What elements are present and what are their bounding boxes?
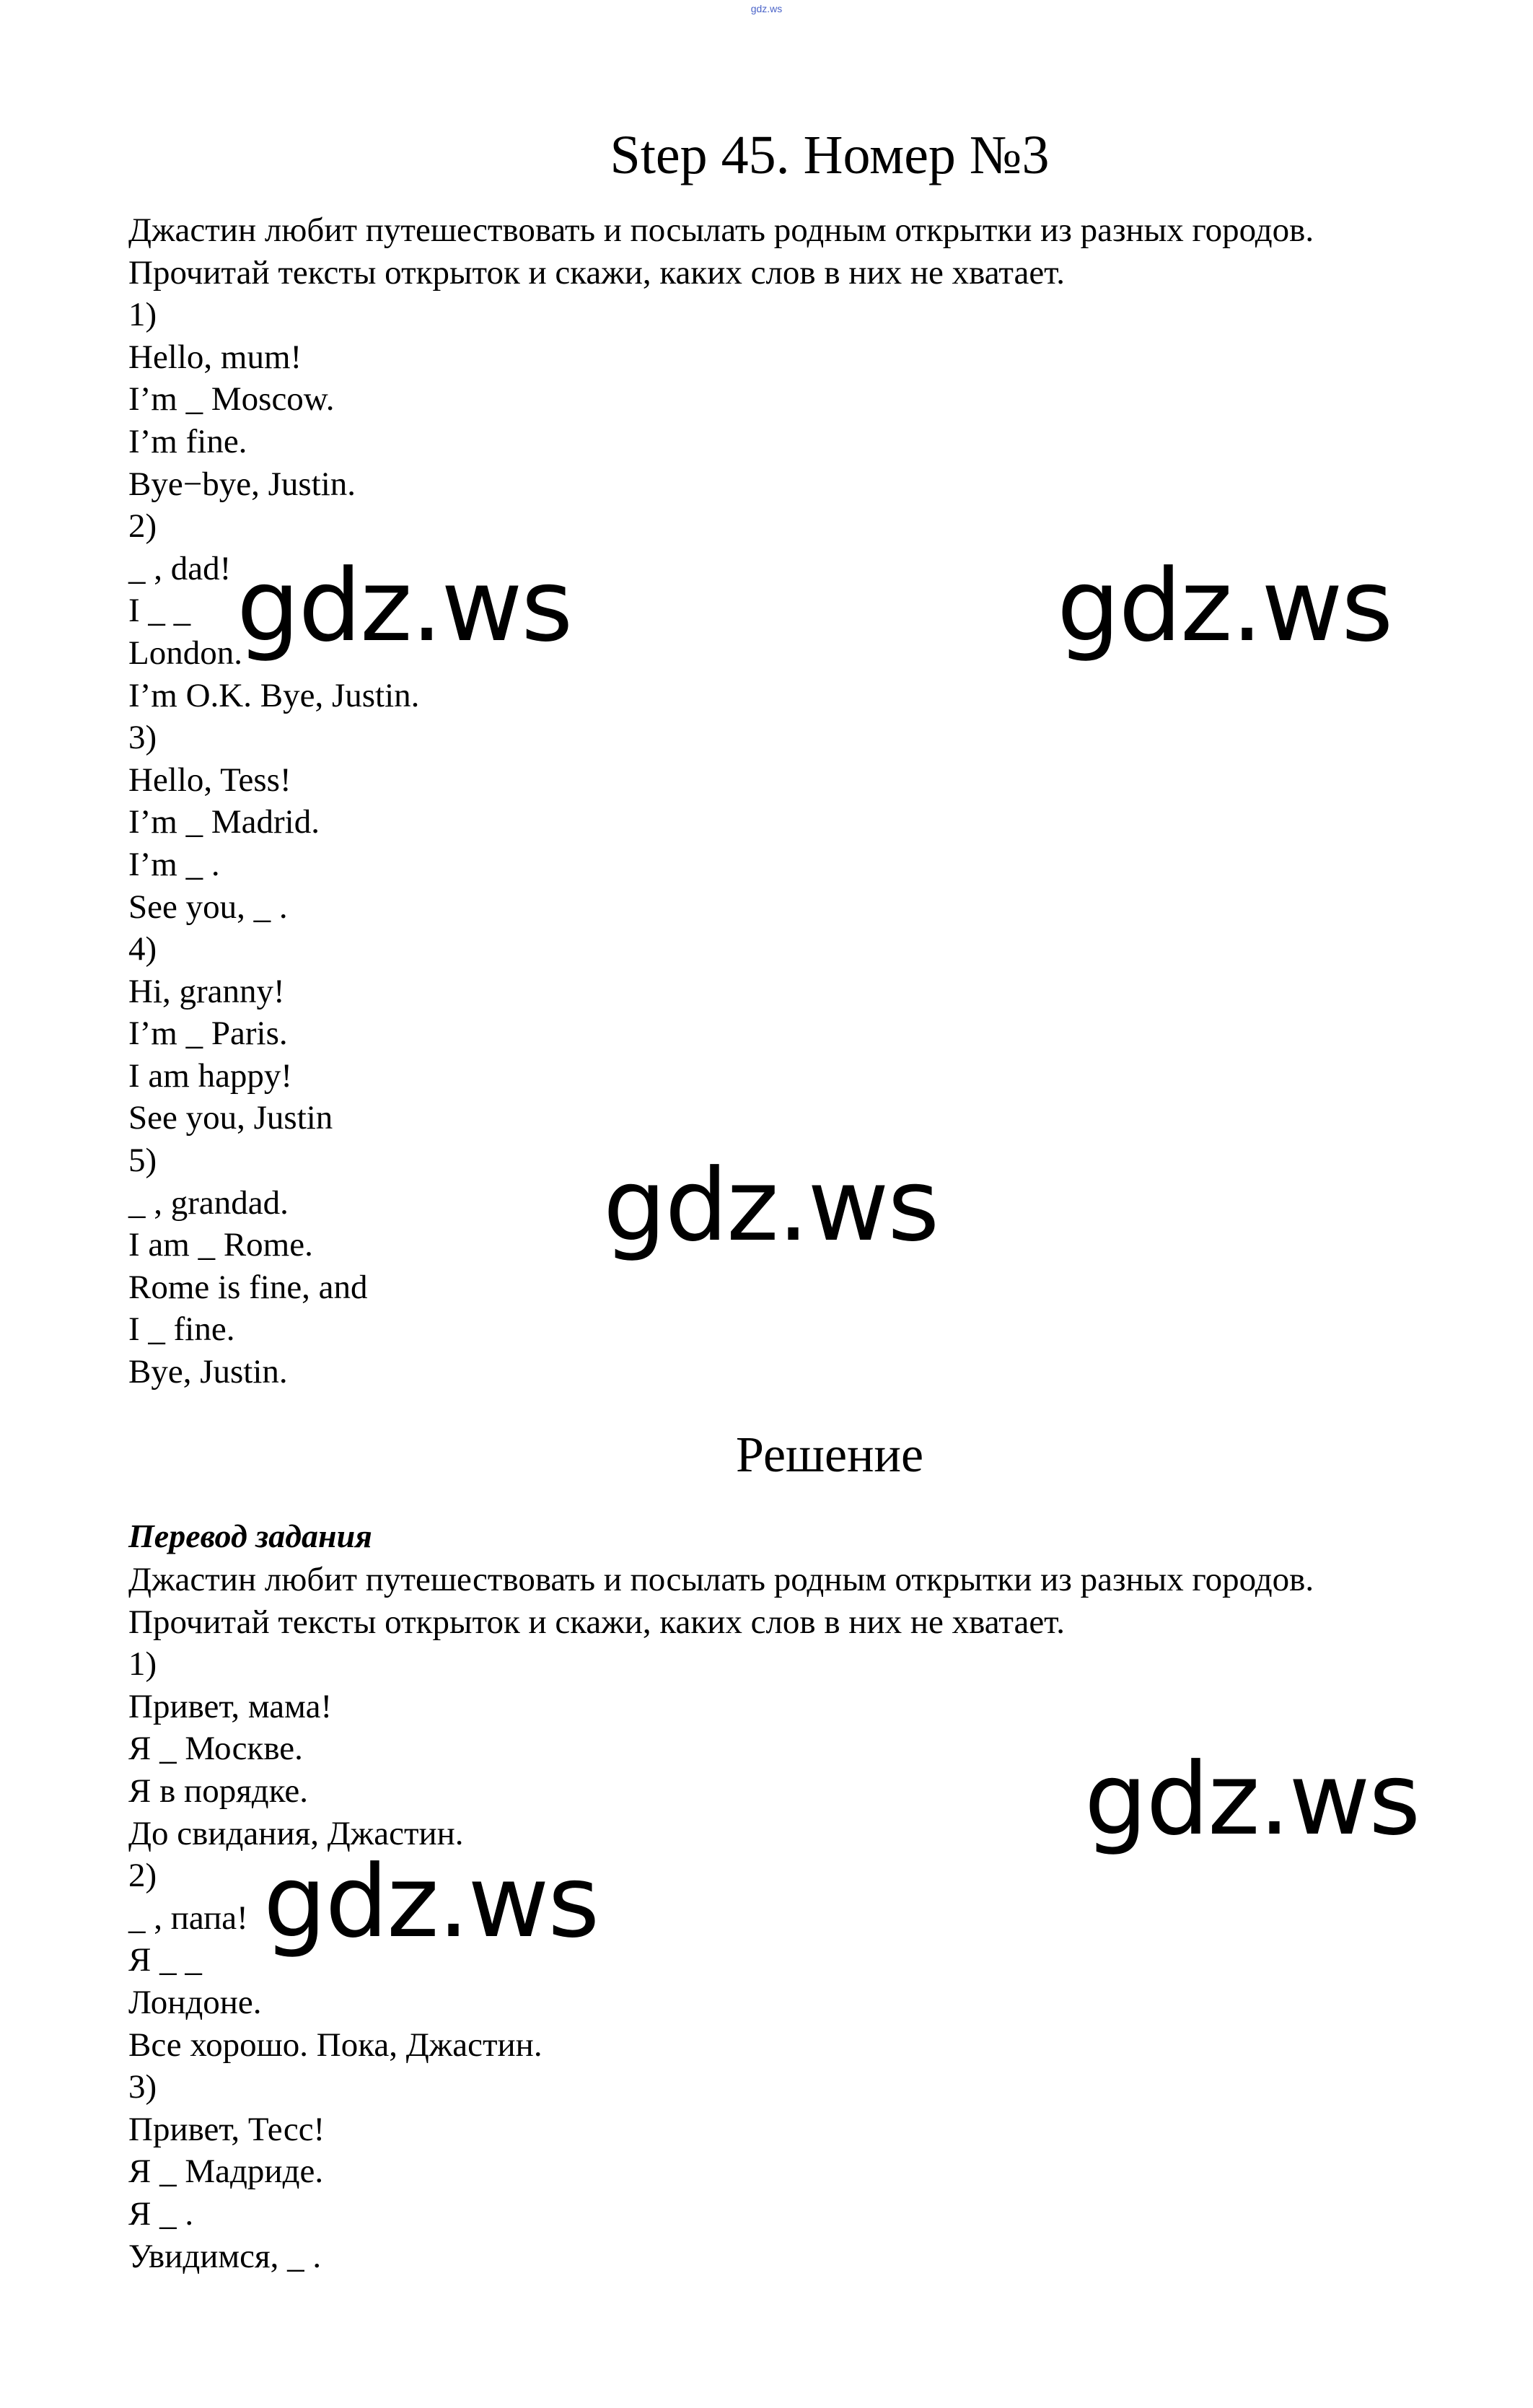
postcard-number: 3): [128, 719, 157, 757]
postcard-number: 5): [128, 1142, 157, 1180]
translation-heading: Перевод задания: [128, 1518, 372, 1554]
solution-heading: Решение: [735, 1427, 924, 1483]
watermark: gdz.ws: [1084, 1741, 1420, 1857]
header-watermark: gdz.ws: [750, 3, 783, 14]
task-intro-line: Джастин любит путешествовать и посылать родным открытки из разных городов.: [128, 211, 1314, 249]
postcard-line: I’m fine.: [128, 422, 247, 460]
postcard-line: Увидимся, _ .: [128, 2237, 322, 2275]
postcard-line: I _ _: [128, 592, 191, 630]
postcard-line: Bye−bye, Justin.: [128, 465, 356, 503]
postcard-line: London.: [128, 634, 242, 672]
postcard-line: Все хорошо. Пока, Джастин.: [128, 2026, 543, 2064]
postcard-line: Привет, Тесс!: [128, 2110, 325, 2148]
task-intro-line: Прочитай тексты открыток и скажи, каких слов в них не хватает.: [128, 253, 1065, 292]
postcard-number: 2): [128, 1857, 157, 1895]
postcard-line: Я _ .: [128, 2194, 194, 2233]
watermark: gdz.ws: [237, 548, 572, 664]
postcard-line: Я _ Мадриде.: [128, 2153, 324, 2191]
postcard-line: I’m _ Moscow.: [128, 380, 335, 419]
postcard-line: Я _ Москве.: [128, 1730, 303, 1768]
translation-intro-line: Джастин любит путешествовать и посылать родным открытки из разных городов.: [128, 1561, 1314, 1598]
postcard-line: See you, _ .: [128, 888, 288, 926]
postcard-number: 1): [128, 1645, 157, 1684]
postcard-line: I’m _ .: [128, 845, 220, 883]
postcard-number: 3): [128, 2068, 157, 2106]
postcard-line: I am _ Rome.: [128, 1226, 313, 1264]
watermark: gdz.ws: [1057, 548, 1392, 664]
postcard-line: _ , grandad.: [128, 1183, 289, 1222]
postcard-line: Bye, Justin.: [128, 1353, 288, 1391]
postcard-line: До свидания, Джастин.: [128, 1814, 464, 1852]
postcard-line: I am happy!: [128, 1056, 293, 1095]
postcard-line: Я _ _: [128, 1941, 202, 1979]
postcard-line: Привет, мама!: [128, 1687, 333, 1725]
postcard-line: Hello, mum!: [128, 338, 302, 376]
watermark: gdz.ws: [603, 1147, 939, 1264]
postcard-line: I _ fine.: [128, 1310, 235, 1349]
postcard-number: 4): [128, 930, 157, 968]
postcard-line: _ , папа!: [128, 1899, 248, 1937]
postcard-line: Я в порядке.: [128, 1772, 308, 1810]
postcard-line: I’m _ Madrid.: [128, 803, 320, 841]
postcard-line: Hi, granny!: [128, 972, 285, 1010]
postcard-line: I’m _ Paris.: [128, 1015, 288, 1053]
postcard-line: _ , dad!: [128, 549, 232, 587]
translation-intro-line: Прочитай тексты открыток и скажи, каких слов в них не хватает.: [128, 1603, 1065, 1641]
postcard-line: Hello, Tess!: [128, 761, 291, 799]
page-title: Step 45. Номер №3: [610, 125, 1050, 185]
watermark: gdz.ws: [263, 1844, 599, 1960]
postcard-line: See you, Justin: [128, 1099, 333, 1137]
postcard-number: 2): [128, 507, 157, 546]
postcard-line: Лондоне.: [128, 1983, 262, 2021]
postcard-line: Rome is fine, and: [128, 1268, 368, 1306]
postcard-line: I’m O.K. Bye, Justin.: [128, 676, 420, 714]
postcard-number: 1): [128, 296, 157, 334]
